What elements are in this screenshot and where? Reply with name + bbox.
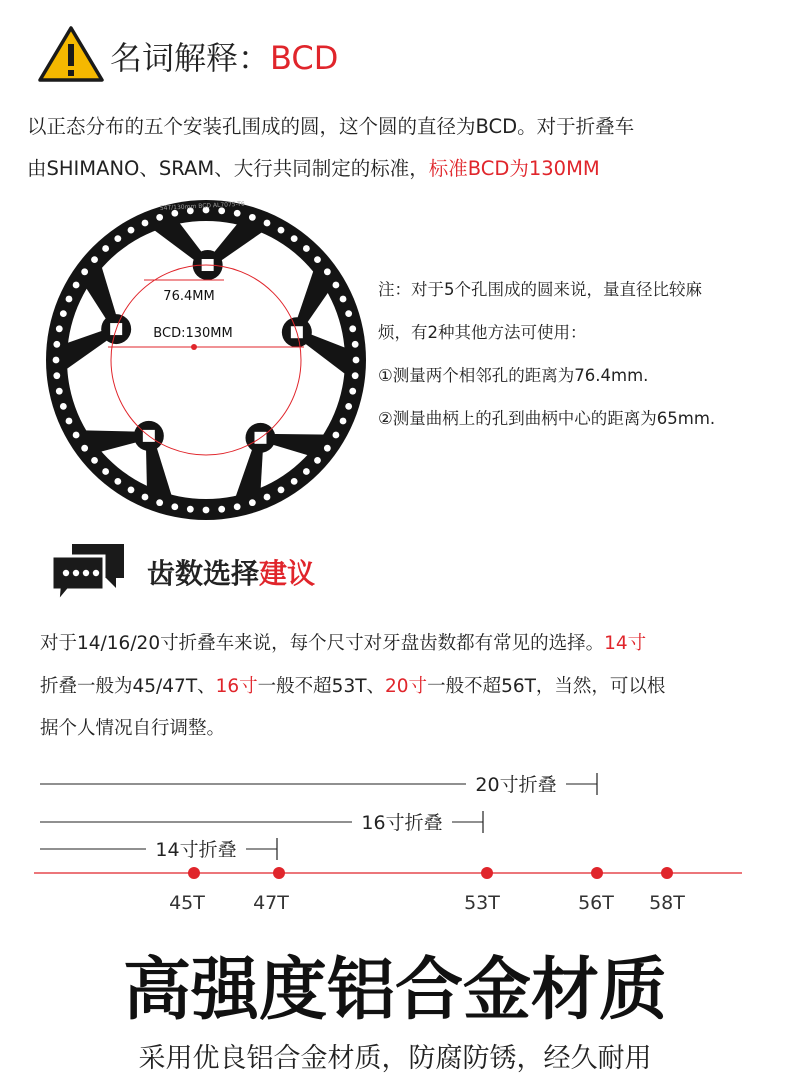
bcd-label: BCD:130MM: [153, 326, 233, 341]
section-title-bcd: [110, 36, 338, 80]
material-title: 高强度铝合金材质: [122, 951, 667, 1030]
tick-label-47t: 47T: [253, 892, 289, 914]
range-16-label: 16寸折叠: [361, 812, 443, 834]
chat-bubbles-icon: [50, 540, 128, 604]
range-20-inch: [40, 773, 597, 796]
tick-label-53t: 53T: [464, 892, 500, 914]
teeth-para-line3: 据个人情况自行调整。: [40, 718, 226, 739]
teeth-line2-e: 一般不超56T，当然，可以根: [427, 676, 666, 697]
warning-triangle-icon: [38, 26, 104, 82]
tick-dot-56t: [591, 867, 603, 879]
range-14-inch: [40, 838, 277, 861]
definition-line2-highlight: 标准BCD为130MM: [428, 157, 600, 180]
chainring: [36, 190, 376, 530]
material-subtitle: 采用优良铝合金材质，防腐防锈，经久耐用: [138, 1043, 652, 1074]
teeth-line2-a: 折叠一般为45/47T、: [40, 676, 216, 697]
teeth-line1-text: 对于14/16/20寸折叠车来说，每个尺寸对牙盘齿数都有常见的选择。: [40, 633, 605, 654]
teeth-line1-highlight: 14寸: [604, 633, 647, 654]
teeth-line2-c: 一般不超53T、: [257, 676, 386, 697]
teeth-para-line1: [40, 629, 646, 659]
definition-line2-text: 由SHIMANO、SRAM、大行共同制定的标准，: [27, 157, 429, 180]
bcd-center-dot: [191, 344, 197, 350]
definition-line1: 以正态分布的五个安装孔围成的圆，这个圆的直径为BCD。对于折叠车: [27, 115, 635, 138]
tick-dot-58t: [661, 867, 673, 879]
range-14-label: 14寸折叠: [155, 839, 237, 861]
range-16-inch: [40, 811, 483, 834]
tick-label-45t: 45T: [169, 892, 205, 914]
tick-dot-45t: [188, 867, 200, 879]
teeth-title-highlight: 建议: [259, 557, 316, 590]
note-line3: ①测量两个相邻孔的距离为76.4mm.: [378, 366, 649, 385]
teeth-para-line2: [40, 672, 665, 702]
teeth-line2-d: 20寸: [385, 676, 428, 697]
hole-distance-label: 76.4MM: [163, 289, 215, 304]
teeth-line2-b: 16寸: [215, 676, 258, 697]
title-prefix: 名词解释：: [110, 39, 271, 77]
title-highlight: BCD: [270, 39, 339, 77]
note-line1: 注：对于5个孔围成的圆来说，量直径比较麻: [378, 280, 702, 299]
range-20-label: 20寸折叠: [475, 774, 557, 796]
teeth-title-text: 齿数选择: [147, 557, 260, 590]
ring-engraving: 54T/130mm BCD AL7075-T6: [159, 200, 245, 212]
tick-dot-47t: [273, 867, 285, 879]
tick-label-56t: 56T: [578, 892, 614, 914]
note-line2: 烦，有2种其他方法可使用：: [378, 323, 587, 342]
section-title-teeth: [147, 554, 315, 594]
chainring-diagram: [36, 190, 376, 530]
definition-line2: [27, 148, 634, 190]
tick-label-58t: 58T: [649, 892, 685, 914]
tick-dot-53t: [481, 867, 493, 879]
bcd-definition: [27, 106, 634, 190]
note-line4: ②测量曲柄上的孔到曲柄中心的距离为65mm.: [378, 409, 716, 428]
